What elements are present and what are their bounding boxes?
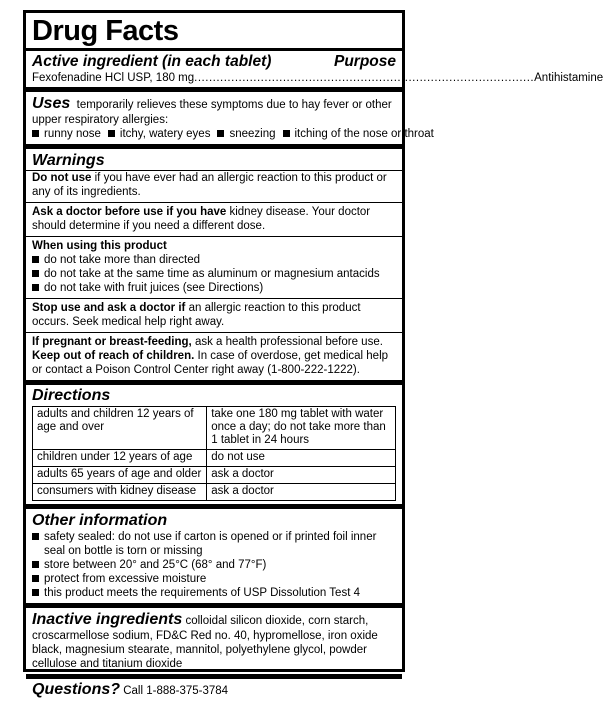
list-item: itchy, watery eyes: [108, 127, 211, 141]
inactive-ingredients-text: colloidal silicon dioxide, corn starch, croscarmellose sodium, FD&C Red no. 40, hypromellose, iron oxide black, magnesium stearate, mannitol, polyethylene glycol, powder cellulose and titanium dioxide: [32, 615, 378, 670]
questions-section: [32, 679, 396, 702]
directions-heading: Directions: [32, 387, 111, 404]
active-ingredient-name: Fexofenadine HCl USP, 180 mg: [32, 72, 195, 84]
bullet-square-icon: [32, 561, 39, 568]
active-ingredient-header: [32, 52, 396, 71]
list-item: runny nose: [32, 127, 101, 141]
uses-section: [32, 92, 434, 144]
inactive-ingredients-heading: Inactive ingredients: [32, 611, 183, 628]
questions-heading: Questions?: [32, 681, 121, 698]
page-title: Drug Facts: [32, 15, 179, 47]
questions-phone: Call 1-888-375-3784: [123, 685, 229, 697]
when-using: When using this product do not take more than directed do not take at the same time as aluminum or magnesium antacids do not take with fruit juices (see Directions): [32, 237, 396, 298]
drug-facts-panel: [23, 10, 603, 698]
directions-section: [32, 385, 396, 501]
bullet-square-icon: [217, 130, 224, 137]
divider: [26, 48, 402, 51]
list-item: safety sealed: do not use if carton is opened or if printed foil inner seal on bottle is torn or missing: [32, 530, 396, 558]
list-item: sneezing: [217, 127, 275, 141]
table-row: children under 12 years of age do not use: [33, 450, 396, 467]
directions-table: [32, 406, 396, 501]
list-item: this product meets the requirements of USP Dissolution Test 4: [32, 586, 396, 600]
bullet-square-icon: [32, 284, 39, 291]
warnings-section: [32, 149, 396, 202]
pregnancy-and-children: If pregnant or breast-feeding, ask a health professional before use. Keep out of reach of children. In case of overdose, get medical help or contact a Poison Control Center right away (1-800-222-1222).: [32, 336, 389, 376]
table-row: consumers with kidney disease ask a doctor: [33, 484, 396, 501]
list-item: do not take with fruit juices (see Directions): [32, 281, 396, 295]
active-ingredient-line: [32, 71, 603, 85]
uses-text: temporarily relieves these symptoms due to hay fever or other upper respiratory allergies:: [32, 99, 392, 126]
stop-use: Stop use and ask a doctor if an allergic reaction to this product occurs. Seek medical help right away.: [32, 302, 361, 328]
ask-doctor: Ask a doctor before use if you have kidney disease. Your doctor should determine if you need a different dose.: [32, 206, 371, 232]
uses-heading: Uses: [32, 95, 71, 112]
purpose-heading: Purpose: [333, 53, 396, 70]
list-item: protect from excessive moisture: [32, 572, 396, 586]
other-information-section: [32, 509, 396, 603]
list-item: store between 20° and 25°C (68° and 77°F): [32, 558, 396, 572]
bullet-square-icon: [32, 533, 39, 540]
active-ingredient-heading: Active ingredient (in each tablet): [32, 53, 272, 70]
leader-dots: ............................................................................................: [194, 72, 535, 84]
list-item: do not take at the same time as aluminum or magnesium antacids: [32, 267, 396, 281]
do-not-use: Do not use if you have ever had an allergic reaction to this product or any of its ingredients.: [32, 172, 387, 198]
inactive-ingredients-section: [32, 608, 396, 674]
bullet-square-icon: [32, 270, 39, 277]
list-item: do not take more than directed: [32, 253, 396, 267]
bullet-square-icon: [283, 130, 290, 137]
warnings-heading: Warnings: [32, 152, 105, 169]
bullet-square-icon: [32, 589, 39, 596]
bullet-square-icon: [32, 130, 39, 137]
purpose-value: Antihistamine: [534, 72, 603, 84]
list-item: itching of the nose or throat: [283, 127, 434, 141]
bullet-square-icon: [108, 130, 115, 137]
other-information-heading: Other information: [32, 512, 168, 529]
bullet-square-icon: [32, 256, 39, 263]
uses-list: [32, 127, 434, 141]
bullet-square-icon: [32, 575, 39, 582]
table-row: adults 65 years of age and older ask a doctor: [33, 467, 396, 484]
table-row: adults and children 12 years of age and over take one 180 mg tablet with water once a day; do not take more than 1 tablet in 24 hours: [33, 407, 396, 450]
